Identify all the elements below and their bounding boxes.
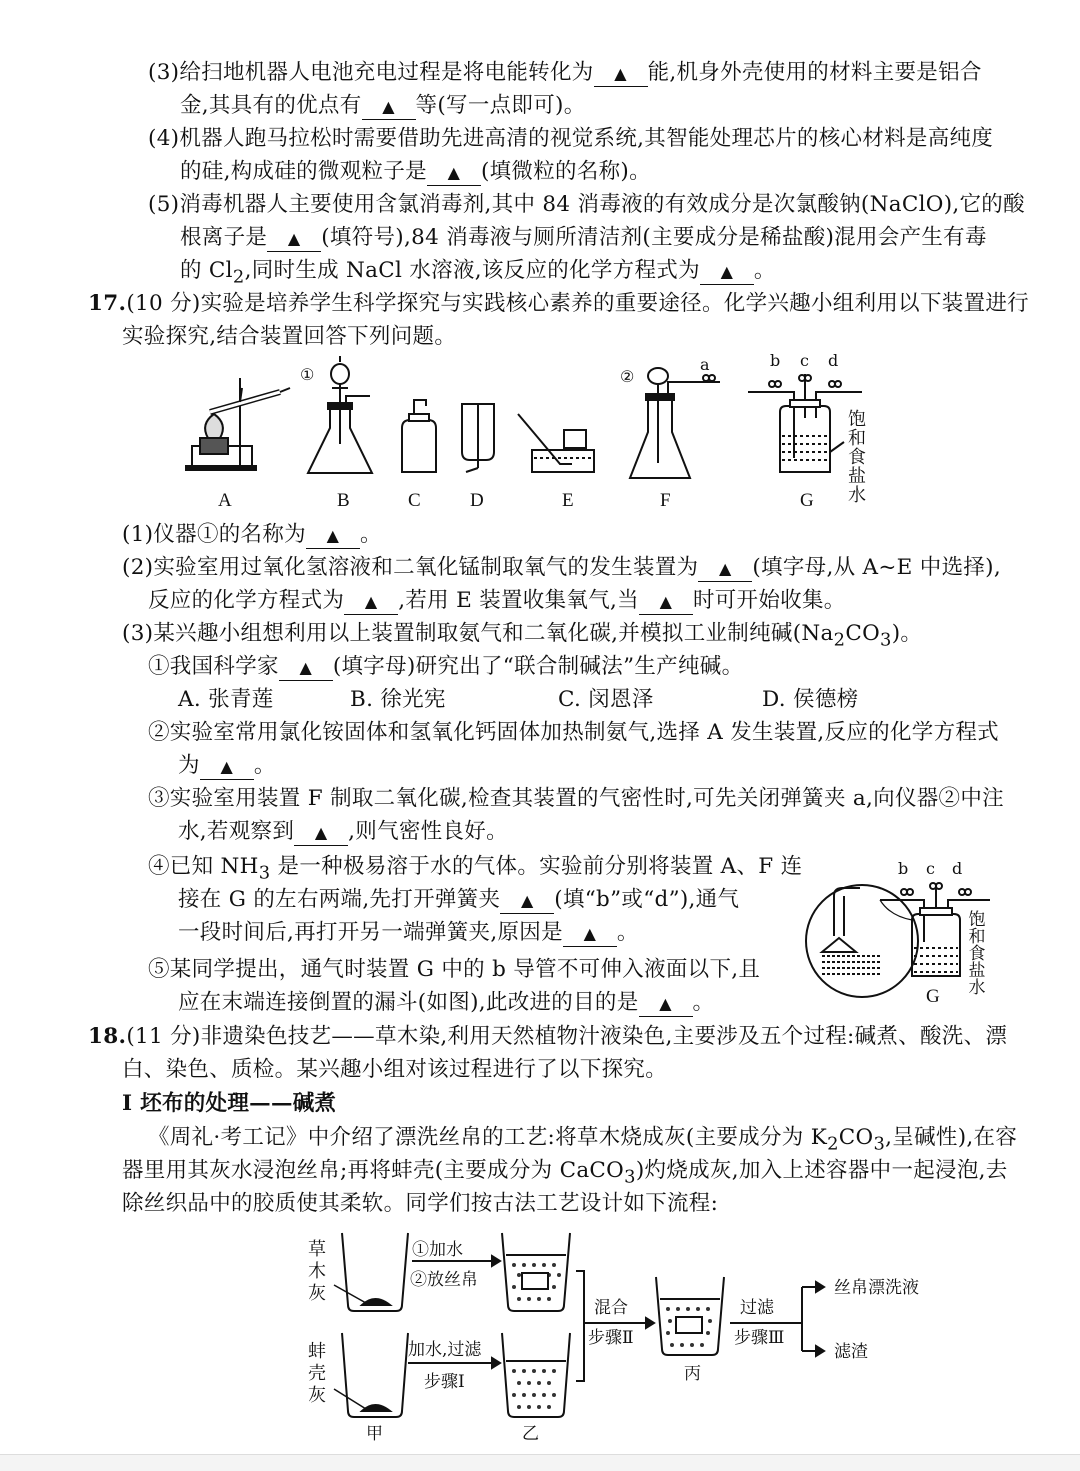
beaker-yi <box>502 1333 570 1417</box>
label-f: F <box>660 490 671 511</box>
svg-text:②放丝帛: ②放丝帛 <box>410 1270 478 1290</box>
apparatus-figure <box>180 348 870 518</box>
q17-heading-line1: 17.(10 分)实验是培养学生科学探究与实践核心素养的重要途径。化学兴趣小组利用以下装置进行 <box>88 291 1029 316</box>
option-a[interactable]: A. 张青莲 <box>178 687 274 712</box>
svg-text:灰: 灰 <box>308 1283 326 1304</box>
svg-text:草: 草 <box>308 1239 326 1260</box>
svg-text:混合: 混合 <box>594 1298 628 1318</box>
svg-text:乙: 乙 <box>522 1424 539 1444</box>
q17-p3: (3)某兴趣小组想利用以上装置制取氨气和二氧化碳,并模拟工业制纯碱$(Na_2CO_3)$。 <box>122 621 923 651</box>
page-bottom-edge <box>0 1454 1080 1471</box>
label-g: G <box>800 490 814 511</box>
answer-blank[interactable]: ▲ <box>362 94 416 120</box>
apparatus-c <box>402 400 436 472</box>
label-e: E <box>562 490 574 511</box>
apparatus-f <box>620 355 720 478</box>
apparatus-g <box>748 351 862 472</box>
q17-s2-line1: ②实验室常用氯化铵固体和氢氧化钙固体加热制氨气,选择 A 发生装置,反应的化学方程式 <box>148 720 999 745</box>
q16-p3-line2: 金,其具有的优点有 ▲ 等(写一点即可)。 <box>180 93 586 118</box>
salt-water-label-small: 饱 和 食 盐 水 <box>968 910 986 998</box>
q18-section-title: Ⅰ 坯布的处理——碱煮 <box>122 1091 337 1116</box>
svg-text:壳: 壳 <box>308 1363 326 1384</box>
q17-s1: ①我国科学家 ▲ (填字母)研究出了“联合制碱法”生产纯碱。 <box>148 654 744 679</box>
svg-text:过滤: 过滤 <box>740 1298 774 1318</box>
label-c: C <box>408 490 421 511</box>
svg-text:加水,过滤: 加水,过滤 <box>408 1340 482 1360</box>
q17-s5-line2: 应在末端连接倒置的漏斗(如图),此改进的目的是 ▲ 。 <box>178 990 715 1015</box>
q16-p5-line1: (5)消毒机器人主要使用含氯消毒剂,其中 84 消毒液的有效成分是次氯酸钠(NaClO),它的酸 <box>148 192 1025 217</box>
svg-text:步骤Ⅱ: 步骤Ⅱ <box>588 1328 634 1348</box>
process-flow-diagram <box>300 1225 960 1450</box>
q17-s4-line1: ④已知 $NH_3$ 是一种极易溶于水的气体。实验前分别将装置 A、F 连 <box>148 854 803 884</box>
answer-blank[interactable]: ▲ <box>500 888 554 914</box>
apparatus-a <box>186 378 290 470</box>
q16-p3-line1: (3)给扫地机器人电池充电过程是将电能转化为 ▲ 能,机身外壳使用的材料主要是铝合 <box>148 60 982 85</box>
svg-text:d: d <box>952 859 963 878</box>
svg-text:丙: 丙 <box>684 1364 701 1384</box>
q16-p5-line2: 根离子是 ▲ (填符号),84 消毒液与厕所清洁剂(主要成分是稀盐酸)混用会产生有毒 <box>180 225 987 250</box>
answer-blank[interactable]: ▲ <box>639 589 693 615</box>
svg-text:①加水: ①加水 <box>412 1240 463 1260</box>
svg-text:滤渣: 滤渣 <box>834 1342 868 1362</box>
svg-text:c: c <box>926 859 935 878</box>
svg-text:②: ② <box>620 367 635 386</box>
q16-p4-line2: 的硅,构成硅的微观粒子是 ▲ (填微粒的名称)。 <box>180 159 651 184</box>
label-b: B <box>337 490 350 511</box>
answer-blank[interactable]: ▲ <box>427 160 481 186</box>
svg-text:①: ① <box>300 365 315 384</box>
answer-blank[interactable]: ▲ <box>563 921 617 947</box>
label-d: D <box>470 490 484 511</box>
q17-s2-line2: 为 ▲ 。 <box>178 753 276 778</box>
q17-s4-line2: 接在 G 的左右两端,先打开弹簧夹 ▲ (填“b”或“d”),通气 <box>178 887 740 912</box>
svg-text:d: d <box>828 351 839 370</box>
answer-blank[interactable]: ▲ <box>200 754 254 780</box>
svg-text:甲: 甲 <box>366 1424 383 1444</box>
q18-para-line1: 《周礼·考工记》中介绍了漂洗丝帛的工艺:将草木烧成灰(主要成分为 $K_2CO_3$,呈碱性),在容 <box>148 1125 1018 1155</box>
q17-s4-line3: 一段时间后,再打开另一端弹簧夹,原因是 ▲ 。 <box>178 920 639 945</box>
q17-p2-line1: (2)实验室用过氧化氢溶液和二氧化锰制取氧气的发生装置为 ▲ (填字母,从 A~E 中选择), <box>122 555 1002 580</box>
q18-heading-line2: 白、染色、质检。某兴趣小组对该过程进行了以下探究。 <box>122 1057 668 1082</box>
option-d[interactable]: D. 侯德榜 <box>762 687 859 712</box>
svg-text:步骤Ⅲ: 步骤Ⅲ <box>734 1328 785 1348</box>
svg-text:蚌: 蚌 <box>308 1341 326 1362</box>
q18-heading-line1: 18.(11 分)非遗染色技艺——草木染,利用天然植物汁液染色,主要涉及五个过程:碱煮、酸洗、漂 <box>88 1024 1008 1049</box>
q16-p5-line3: 的 $Cl_2$,同时生成 NaCl 水溶液,该反应的化学方程式为 ▲ 。 <box>180 258 776 288</box>
label-a: A <box>218 490 232 511</box>
apparatus-b <box>300 356 372 473</box>
answer-blank[interactable]: ▲ <box>344 589 398 615</box>
answer-blank[interactable]: ▲ <box>700 259 754 285</box>
svg-text:丝帛漂洗液: 丝帛漂洗液 <box>834 1278 919 1298</box>
answer-blank[interactable]: ▲ <box>306 523 360 549</box>
magnifier-circle <box>806 885 918 997</box>
svg-text:a: a <box>700 355 710 374</box>
svg-text:b: b <box>770 351 781 370</box>
option-c[interactable]: C. 闵恩泽 <box>558 687 654 712</box>
apparatus-d <box>462 404 494 472</box>
q17-p1: (1)仪器①的名称为 ▲ 。 <box>122 522 382 547</box>
svg-text:灰: 灰 <box>308 1385 326 1406</box>
svg-text:木: 木 <box>308 1261 326 1282</box>
svg-text:c: c <box>800 351 809 370</box>
answer-blank[interactable]: ▲ <box>294 820 348 846</box>
q17-s3-line1: ③实验室用装置 F 制取二氧化碳,检查其装置的气密性时,可先关闭弹簧夹 a,向仪器②中注 <box>148 786 1004 811</box>
option-b[interactable]: B. 徐光宪 <box>350 687 446 712</box>
apparatus-e <box>518 414 594 472</box>
svg-text:b: b <box>898 859 909 878</box>
label-g-small: G <box>926 986 940 1007</box>
answer-blank[interactable]: ▲ <box>639 991 693 1017</box>
salt-water-label: 饱 和 食 盐 水 <box>848 409 866 506</box>
q18-para-line3: 除丝织品中的胶质使其柔软。同学们按古法工艺设计如下流程: <box>122 1191 719 1216</box>
q16-p4-line1: (4)机器人跑马拉松时需要借助先进高清的视觉系统,其智能处理芯片的核心材料是高纯度 <box>148 126 994 151</box>
q18-para-line2: 器里用其灰水浸泡丝帛;再将蚌壳(主要成分为 CaCO$_3$)灼烧成灰,加入上述容器中一起浸泡,去 <box>122 1158 1008 1188</box>
answer-blank[interactable]: ▲ <box>279 655 333 681</box>
answer-blank[interactable]: ▲ <box>267 226 321 252</box>
q17-p2-line2: 反应的化学方程式为 ▲ ,若用 E 装置收集氧气,当 ▲ 时可开始收集。 <box>148 588 846 613</box>
answer-blank[interactable]: ▲ <box>698 556 752 582</box>
q17-heading-line2: 实验探究,结合装置回答下列问题。 <box>122 324 457 349</box>
q17-s3-line2: 水,若观察到 ▲ ,则气密性良好。 <box>178 819 508 844</box>
svg-text:步骤Ⅰ: 步骤Ⅰ <box>424 1372 465 1392</box>
answer-blank[interactable]: ▲ <box>594 61 648 87</box>
q17-s5-line1: ⑤某同学提出，通气时装置 G 中的 b 导管不可伸入液面以下,且 <box>148 957 761 982</box>
